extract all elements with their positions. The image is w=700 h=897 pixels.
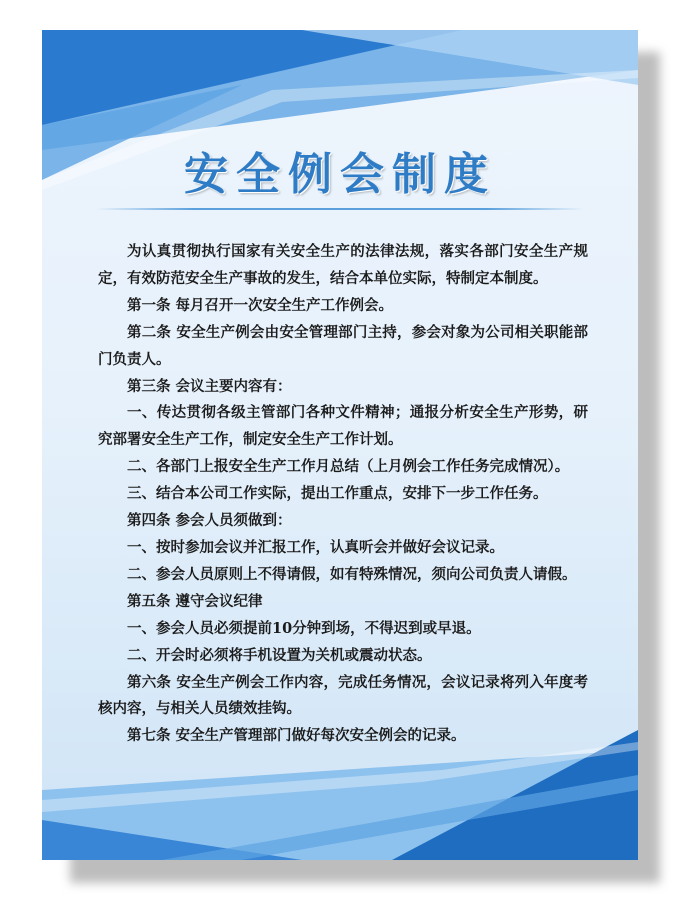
paragraph: 第六条 安全生产例会工作内容，完成任务情况，会议记录将列入年度考核内容，与相关人员绩效挂钩。 xyxy=(98,673,588,718)
paragraph: 为认真贯彻执行国家有关安全生产的法律法规，落实各部门安全生产规定，有效防范安全生产事故的发生，结合本单位实际，特制定本制度。 xyxy=(98,243,588,287)
paragraph: 第五条 遵守会议纪律 xyxy=(127,592,263,610)
paragraph: 第四条 参会人员须做到： xyxy=(127,512,292,530)
paragraph: 第一条 每月召开一次安全生产工作例会。 xyxy=(127,296,394,314)
poster xyxy=(42,30,638,860)
paragraph: 一、传达贯彻各级主管部门各种文件精神；通报分析安全生产形势，研究部署安全生产工作，制定安全生产工作计划。 xyxy=(98,404,588,449)
paragraph: 二、开会时必须将手机设置为关机或震动状态。 xyxy=(127,646,432,664)
title-divider xyxy=(96,208,584,210)
paragraph: 三、结合本公司工作实际，提出工作重点，安排下一步工作任务。 xyxy=(127,485,548,503)
document-body xyxy=(98,239,588,750)
paragraph: 一、参会人员必须提前10分钟到场，不得迟到或早退。 xyxy=(127,619,481,637)
paragraph: 第三条 会议主要内容有： xyxy=(127,377,292,395)
paragraph: 二、参会人员原则上不得请假，如有特殊情况，须向公司负责人请假。 xyxy=(127,565,577,583)
paragraph: 一、按时参加会议并汇报工作，认真听会并做好会议记录。 xyxy=(127,538,504,556)
paragraph: 二、各部门上报安全生产工作月总结（上月例会工作任务完成情况）。 xyxy=(127,458,570,476)
paragraph: 第二条 安全生产例会由安全管理部门主持，参会对象为公司相关职能部门负责人。 xyxy=(98,323,588,368)
page-title: 安全例会制度 xyxy=(184,149,496,200)
paragraph: 第七条 安全生产管理部门做好每次安全例会的记录。 xyxy=(127,727,466,745)
